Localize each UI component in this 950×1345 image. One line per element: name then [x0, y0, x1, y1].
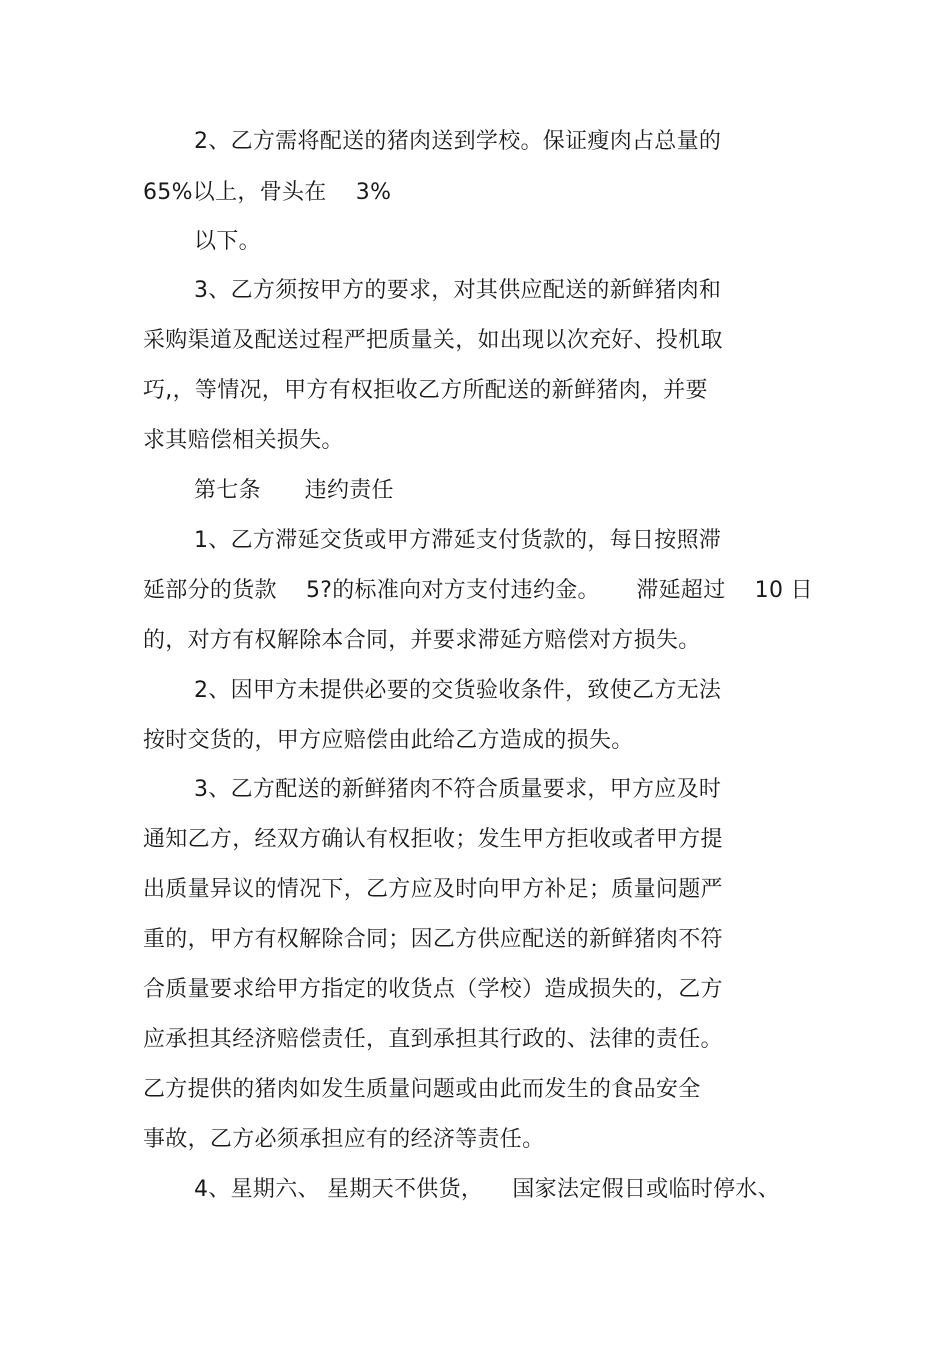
section-heading: 第七条 违约责任 [194, 478, 394, 503]
text-line: 巧,，等情况，甲方有权拒收乙方所配送的新鲜猪肉，并要 [143, 378, 708, 403]
text-line: 重的，甲方有权解除合同；因乙方供应配送的新鲜猪肉不符 [143, 927, 723, 952]
text-line: 以下。 [194, 229, 261, 254]
text-line: 65%以上，骨头在 3% [143, 180, 392, 205]
text-line: 2、乙方需将配送的猪肉送到学校。保证瘦肉占总量的 [194, 129, 722, 154]
text-line: 采购渠道及配送过程严把质量关，如出现以次充好、投机取 [143, 328, 723, 353]
text-line: 应承担其经济赔偿责任，直到承担其行政的、法律的责任。 [143, 1027, 723, 1052]
text-line: 的，对方有权解除本合同，并要求滞延方赔偿对方损失。 [143, 628, 701, 653]
text-line: 事故，乙方必须承担应有的经济等责任。 [143, 1127, 545, 1152]
text-line: 3、乙方须按甲方的要求，对其供应配送的新鲜猪肉和 [194, 278, 722, 303]
text-line: 求其赔偿相关损失。 [143, 428, 344, 453]
text-line: 1、乙方滞延交货或甲方滞延支付货款的，每日按照滞 [194, 528, 722, 553]
text-line: 延部分的货款 5?的标准向对方支付违约金。 滞延超过 10 日 [143, 578, 813, 603]
text-line: 出质量异议的情况下，乙方应及时向甲方补足；质量问题严 [143, 877, 723, 902]
text-line: 2、因甲方未提供必要的交货验收条件，致使乙方无法 [194, 678, 722, 703]
text-line: 按时交货的，甲方应赔偿由此给乙方造成的损失。 [143, 728, 634, 753]
text-line: 合质量要求给甲方指定的收货点（学校）造成损失的，乙方 [143, 977, 723, 1002]
text-line: 通知乙方，经双方确认有权拒收；发生甲方拒收或者甲方提 [143, 827, 723, 852]
text-line: 3、乙方配送的新鲜猪肉不符合质量要求，甲方应及时 [194, 777, 722, 802]
text-line: 4、星期六、 星期天不供货， 国家法定假日或临时停水、 [194, 1177, 780, 1202]
text-line: 乙方提供的猪肉如发生质量问题或由此而发生的食品安全 [143, 1077, 701, 1102]
